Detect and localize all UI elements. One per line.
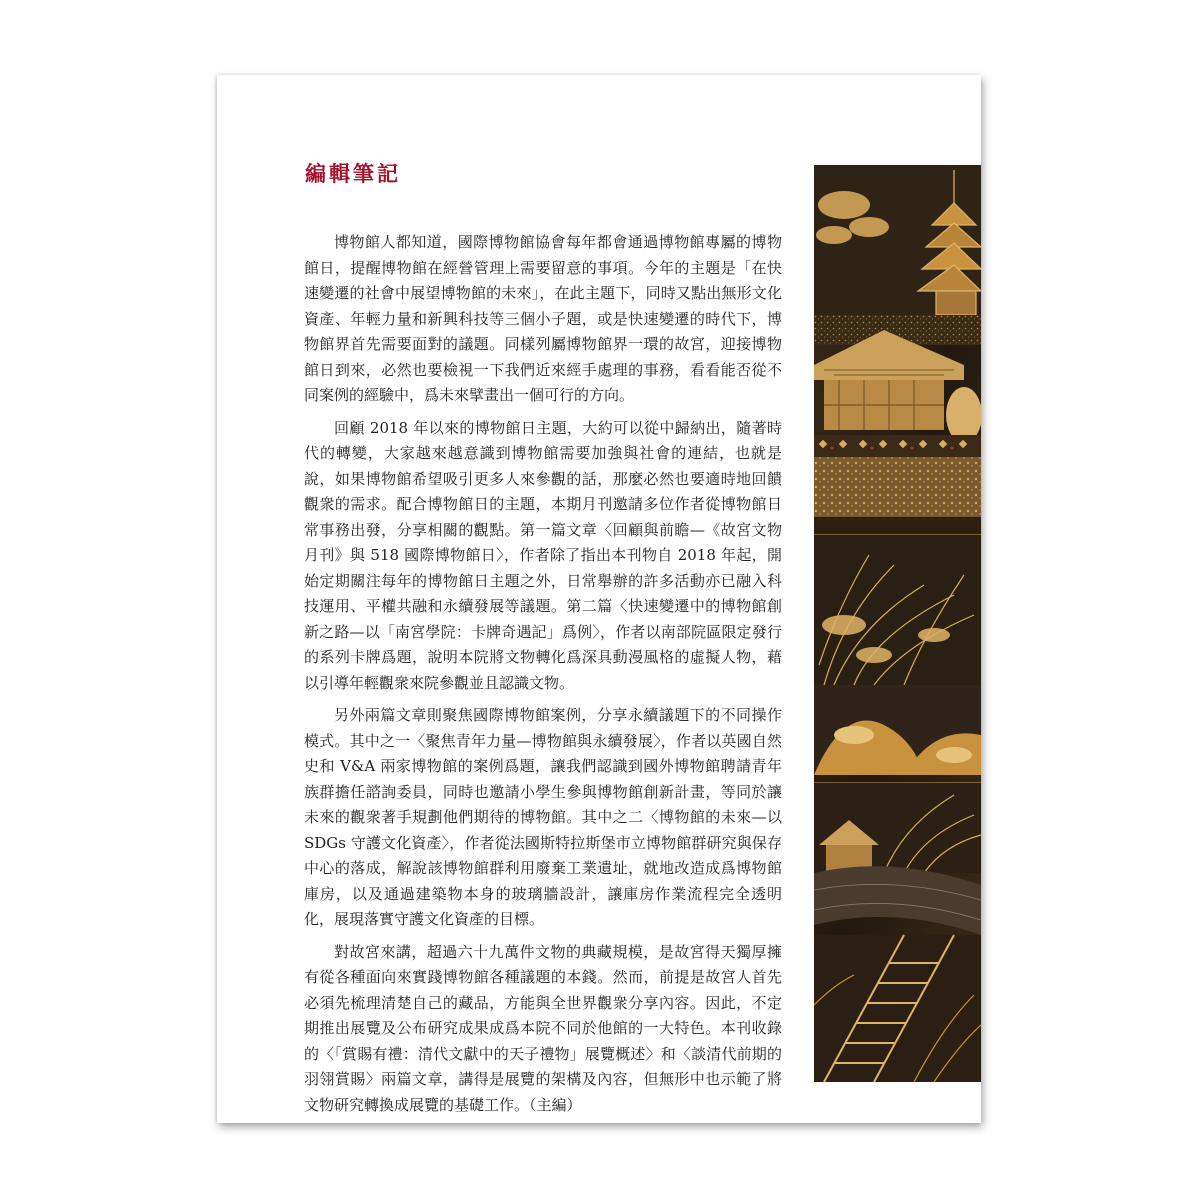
- paragraph-1: 博物館人都知道，國際博物館協會每年都會通過博物館專屬的博物館日，提醒博物館在經營管理上需要留意的事項。今年的主題是「在快速變遷的社會中展望博物館的未來」，在此主題下，同時又點出無形文化資產、年輕力量和新興科技等三個小子題，或是快速變遷的時代下，博物館界首先需要面對的議題。同樣列屬博物館界一環的故宮，迎接博物館日到來，必然也要檢視一下我們近來經手處理的事務，看看能否從不同案例的經驗中，爲未來擘畫出一個可行的方向。: [304, 233, 782, 404]
- document-page: [217, 75, 981, 1123]
- page-title: 編輯筆記: [305, 161, 401, 186]
- lacquer-artwork-illustration: [814, 165, 981, 1082]
- lacquer-artwork-image: [814, 165, 981, 1082]
- paragraph-2: 回顧 2018 年以來的博物館日主題，大約可以從中歸納出，隨著時代的轉變，大家越來越意識到博物館需要加強與社會的連結，也就是說，如果博物館希望吸引更多人來參觀的話，那麼必然也要適時地回饋觀衆的需求。配合博物館日的主題，本期月刊邀請多位作者從博物館日常事務出發，分享相關的觀點。第一篇文章〈回顧與前瞻—《故宮文物月刊》與 518 國際博物館日〉，作者除了指出本刊物自 2018 年起，開始定期關注每年的博物館日主題之外，日常舉辦的許多活動亦已融入科技運用、平權共融和永續發展等議題。第二篇〈快速變遷中的博物館創新之路—以「南宮學院：卡牌奇遇記」爲例〉，作者以南部院區限定發行的系列卡牌爲題，說明本院將文物轉化爲深具動漫風格的虛擬人物，藉以引導年輕觀衆來院參觀並且認識文物。: [304, 418, 782, 692]
- paragraph-4: 對故宮來講，超過六十九萬件文物的典藏規模，是故宮得天獨厚擁有從各種面向來實踐博物館各種議題的本錢。然而，前提是故宮人首先必須先梳理清楚自己的藏品，方能與全世界觀衆分享內容。因此，不定期推出展覽及公布研究成果成爲本院不同於他館的一大特色。本刊收錄的〈「賞賜有禮：清代文獻中的天子禮物」展覽概述〉和〈談清代前期的羽翎賞賜〉兩篇文章，講得是展覽的架構及內容，但無形中也示範了將文物研究轉換成展覽的基礎工作。（主編）: [304, 942, 782, 1114]
- paragraph-3: 另外兩篇文章則聚焦國際博物館案例，分享永續議題下的不同操作模式。其中之一〈聚焦青年力量—博物館與永續發展〉，作者以英國自然史和 V&A 兩家博物館的案例爲題，讓我們認識到國外博物館聘請青年族群擔任諮詢委員，同時也邀請小學生參與博物館創新計畫，等同於讓未來的觀衆著手規劃他們期待的博物館。其中之二〈博物館的未來—以 SDGs 守護文化資產〉，作者從法國斯特拉斯堡市立博物館群研究與保存中心的落成，解說該博物館群利用廢棄工業遺址，就地改造成爲博物館庫房，以及通過建築物本身的玻璃牆設計，讓庫房作業流程完全透明化，展現落實守護文化資產的目標。: [304, 706, 782, 928]
- article-body: [304, 230, 782, 1125]
